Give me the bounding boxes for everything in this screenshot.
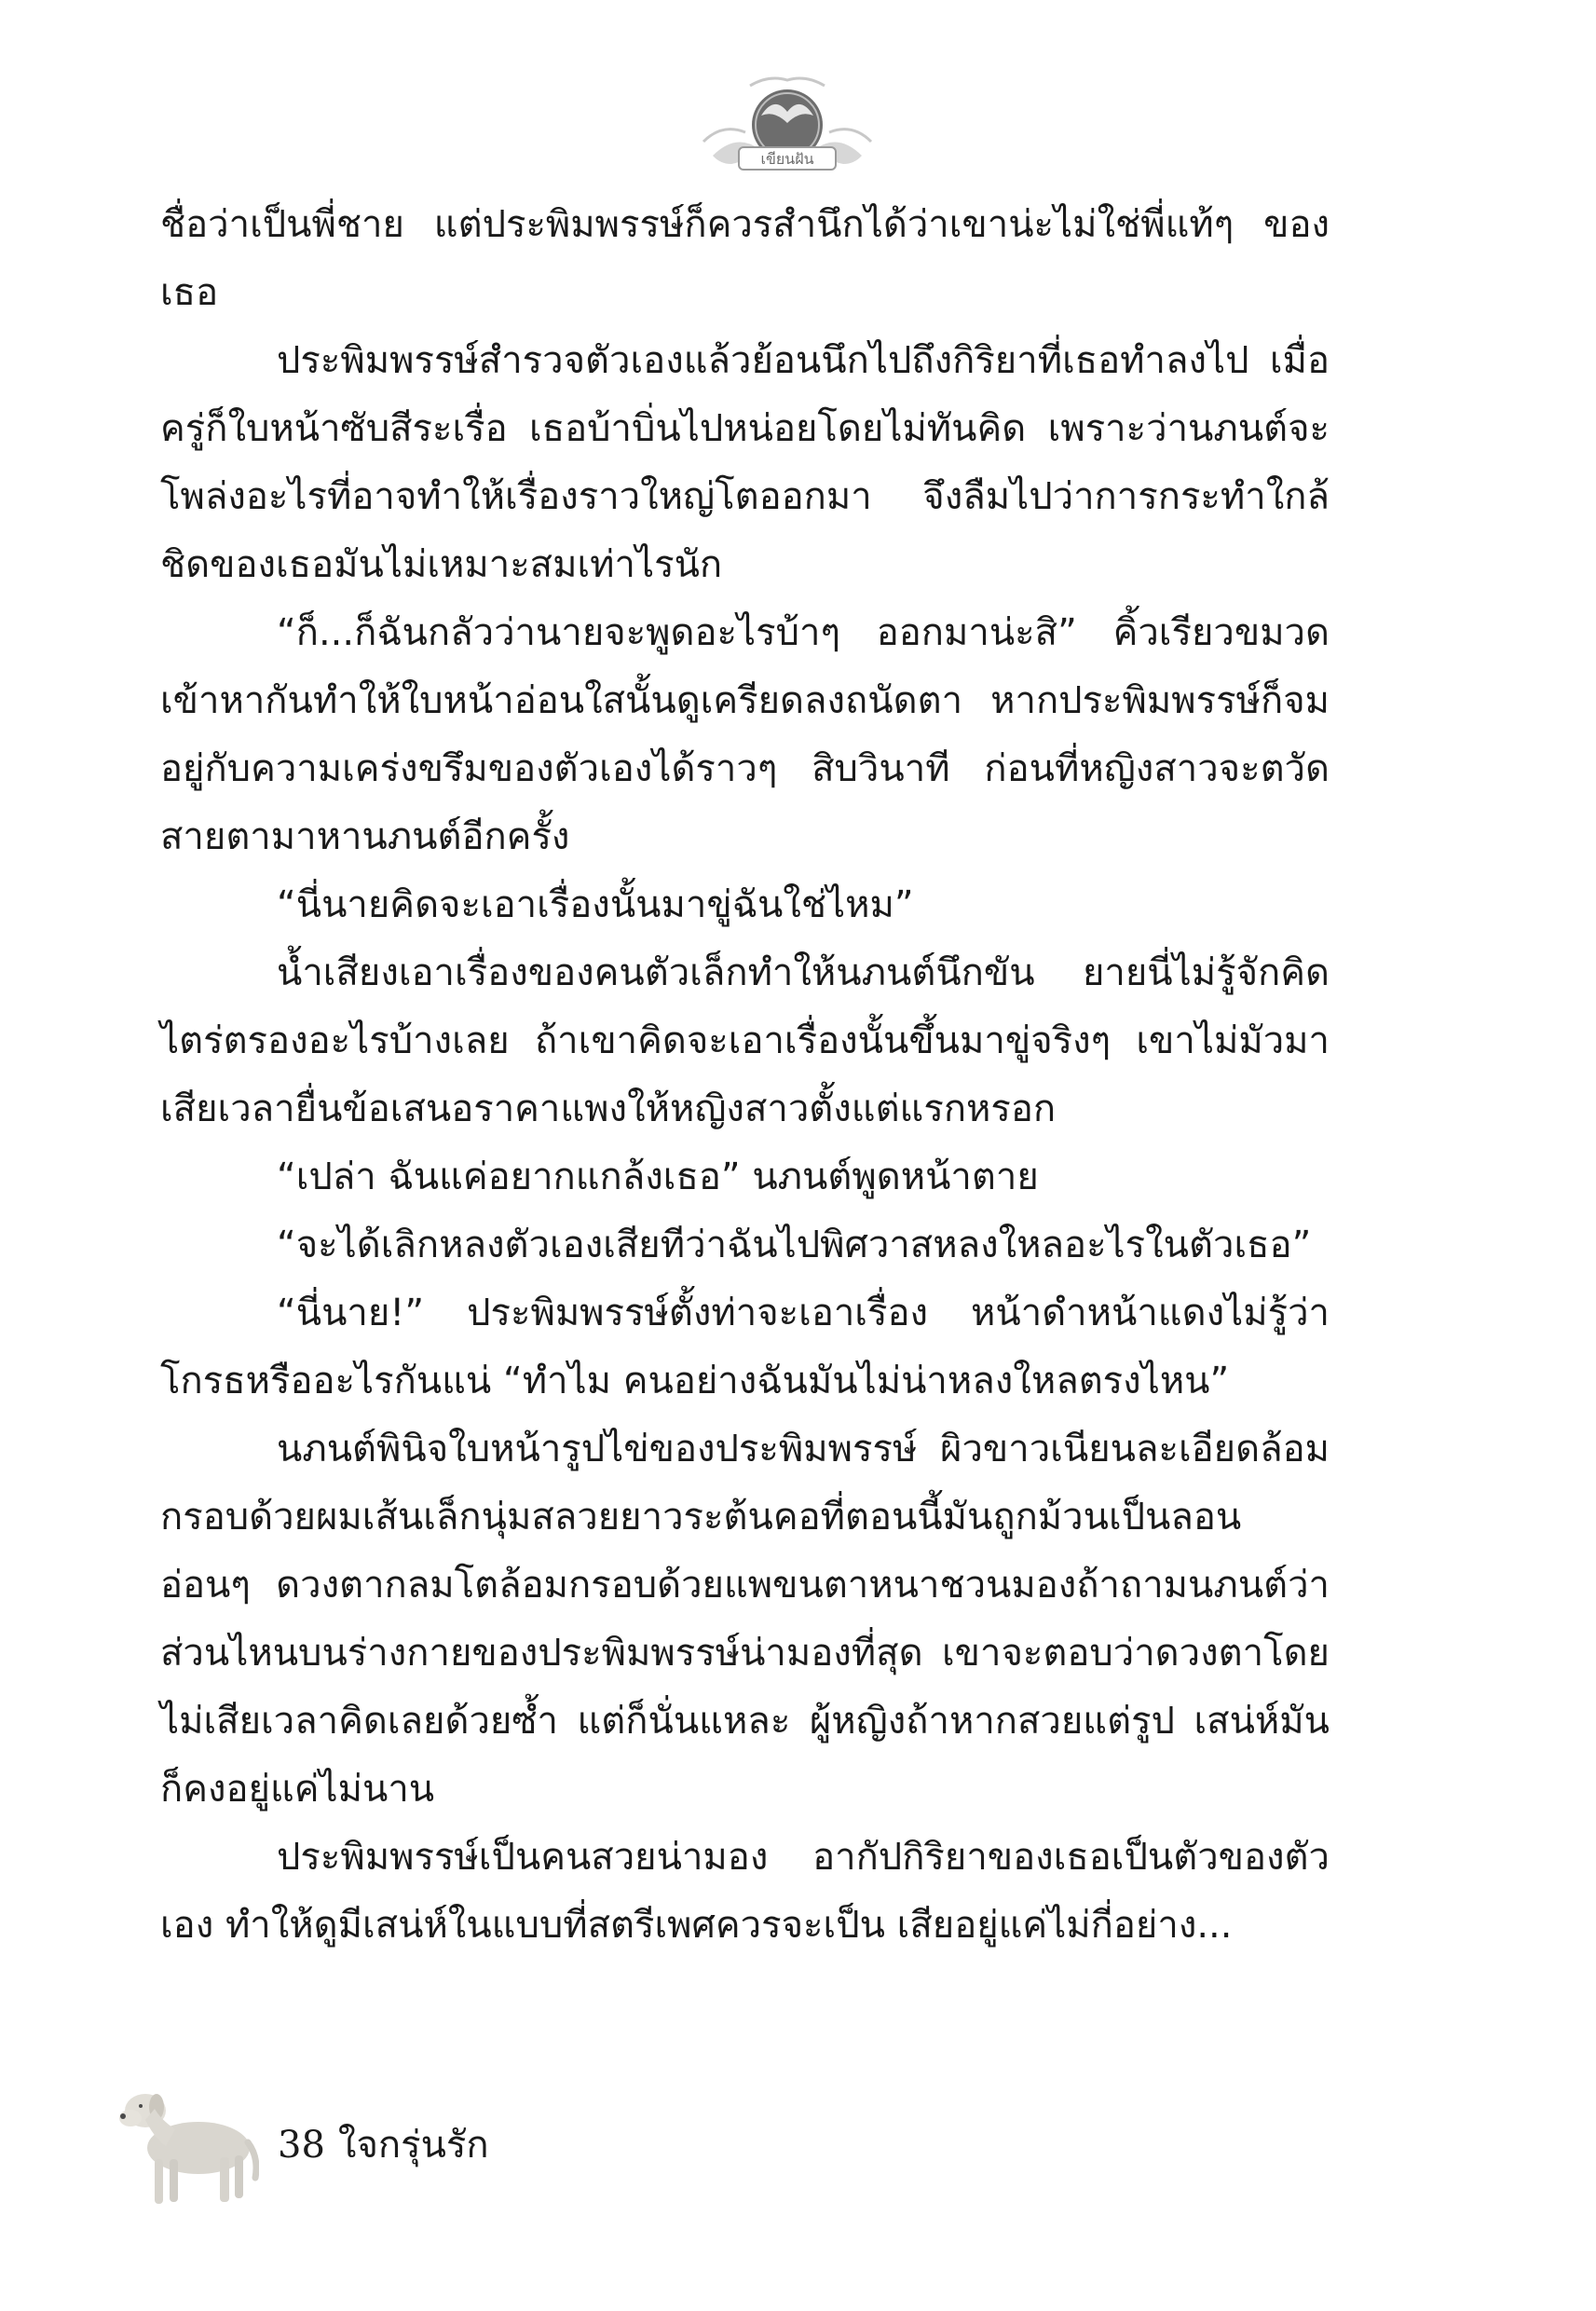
- logo-text: เขียนฝัน: [760, 150, 814, 168]
- paragraph: ชื่อว่าเป็นพี่ชาย แต่ประพิมพรรษ์ก็ควรสำนึกได้ว่าเขาน่ะไม่ใช่พี่แท้ๆ ของเธอ: [160, 203, 1330, 314]
- body-text: [160, 191, 1330, 1960]
- paragraph: “จะได้เลิกหลงตัวเองเสียทีว่าฉันไปพิศวาสหลงใหลอะไรในตัวเธอ”: [277, 1224, 1312, 1266]
- paragraph: “นี่นายคิดจะเอาเรื่องนั้นมาขู่ฉันใช่ไหม”: [277, 883, 914, 926]
- labrador-dog-icon: [110, 2073, 259, 2213]
- paragraph: “ก็...ก็ฉันกลัวว่านายจะพูดอะไรบ้าๆ ออกมาน่ะสิ” คิ้วเรียวขมวดเข้าหากันทำให้ใบหน้าอ่อนใสนั้นดูเครียดลงถนัดตา หากประพิมพรรษ์ก็จมอยู่กับความเคร่งขรึมของตัวเองได้ราวๆ สิบวินาที ก่อนที่หญิงสาวจะตวัดสายตามาหานภนต์อีกครั้ง: [160, 611, 1330, 858]
- page-footer: [278, 2117, 489, 2173]
- ornamental-crest-icon: [694, 67, 880, 179]
- paragraph: ประพิมพรรษ์เป็นคนสวยน่ามอง อากัปกิริยาของเธอเป็นตัวของตัวเอง ทำให้ดูมีเสน่ห์ในแบบที่สตรีเพศควรจะเป็น เสียอยู่แค่ไม่กี่อย่าง...: [160, 1836, 1330, 1947]
- paragraph: “เปล่า ฉันแค่อยากแกล้งเธอ” นภนต์พูดหน้าตาย: [277, 1156, 1039, 1198]
- paragraph: “นี่นาย!” ประพิมพรรษ์ตั้งท่าจะเอาเรื่อง หน้าดำหน้าแดงไม่รู้ว่าโกรธหรืออะไรกันแน่ “ทำไม คนอย่างฉันมันไม่น่าหลงใหลตรงไหน”: [160, 1292, 1330, 1402]
- page-number: 38: [278, 2124, 325, 2167]
- book-title: ใจกรุ่นรัก: [337, 2124, 489, 2167]
- paragraph: นภนต์พินิจใบหน้ารูปไข่ของประพิมพรรษ์ ผิวขาวเนียนละเอียดล้อมกรอบด้วยผมเส้นเล็กนุ่มสลวยยาวระต้นคอที่ตอนนี้มันถูกม้วนเป็นลอนอ่อนๆ ดวงตากลมโตล้อมกรอบด้วยแพขนตาหนาชวนมองถ้าถามนภนต์ว่าส่วนไหนบนร่างกายของประพิมพรรษ์น่ามองที่สุด เขาจะตอบว่าดวงตาโดยไม่เสียเวลาคิดเลยด้วยซ้ำ แต่ก็นั่นแหละ ผู้หญิงถ้าหากสวยแต่รูป เสน่ห์มันก็คงอยู่แค่ไม่นาน: [160, 1428, 1330, 1811]
- paragraph: น้ำเสียงเอาเรื่องของคนตัวเล็กทำให้นภนต์นึกขัน ยายนี่ไม่รู้จักคิดไตร่ตรองอะไรบ้างเลย ถ้าเขาคิดจะเอาเรื่องนั้นขึ้นมาขู่จริงๆ เขาไม่มัวมาเสียเวลายื่นข้อเสนอราคาแพงให้หญิงสาวตั้งแต่แรกหรอก: [160, 951, 1330, 1130]
- paragraph: ประพิมพรรษ์สำรวจตัวเองแล้วย้อนนึกไปถึงกิริยาที่เธอทำลงไป เมื่อครู่ก็ใบหน้าซับสีระเรื่อ เธอบ้าบิ่นไปหน่อยโดยไม่ทันคิด เพราะว่านภนต์จะโพล่งอะไรที่อาจทำให้เรื่องราวใหญ่โตออกมา จึงลืมไปว่าการกระทำใกล้ชิดของเธอมันไม่เหมาะสมเท่าไรนัก: [160, 339, 1330, 586]
